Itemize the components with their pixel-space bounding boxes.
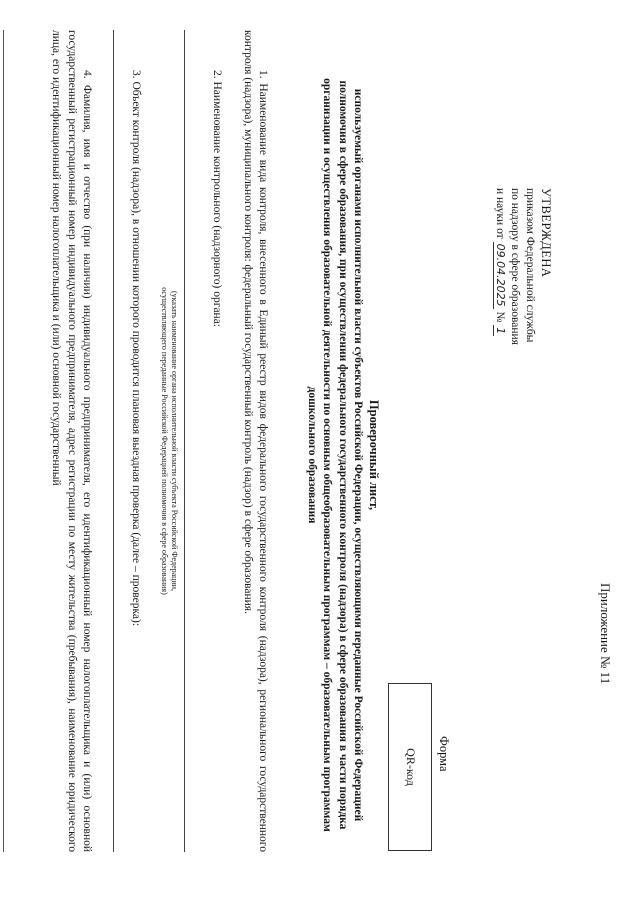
title-body: используемый органами исполнительной власти субъектов Российской Федерации, осуществляющими переданные Российской Федерацией полномочия в сфере образования, при осуществлении федерального государственного контроля (надзора) в сфере образования в части порядка организации и осуществления образовательной деятельности по основным общеобразовательным программам – образовательным программам дошкольного образования: [305, 78, 365, 832]
approval-number: 1: [493, 327, 507, 335]
item-3-object: 3. Объект контроля (надзора), в отношении которого проводится плановая выездная проверка (далее – проверка):: [130, 70, 142, 627]
approval-block: [492, 188, 554, 378]
document-title: [303, 60, 382, 850]
approval-date-prefix: и науки от: [493, 188, 506, 239]
approval-date: 09.04.2025: [493, 243, 507, 307]
item-3-fill-line: [113, 30, 114, 852]
approval-number-prefix: №: [493, 311, 506, 323]
item-1-control-type: 1. Наименование вида контроля, внесенного в Единый реестр видов федерального государственного контроля (надзора), регионального государственного контроля (надзора), муниципального контроля: федеральный государственный контроль (надзор) в сфере образования.: [241, 30, 269, 852]
qr-code-label: QR-код: [403, 748, 418, 786]
item-2-hint: [159, 30, 179, 852]
form-label: Форма: [437, 736, 451, 772]
title-main: Проверочный лист,: [367, 399, 381, 511]
item-2-hint-line-1: (указать наименование органа исполнительной власти субъекта Российской Федерации,: [170, 290, 179, 592]
appendix-number: Приложение № 11: [598, 583, 613, 685]
approval-line-3: [492, 188, 507, 378]
item-2-authority: 2. Наименование контрольного (надзорного) органа:: [211, 70, 223, 328]
item-2-hint-line-2: осуществляющего переданные Российской Федерацией полномочия в сфере образования): [160, 287, 169, 595]
item-4-entity: 4. Фамилия, имя и отчество (при наличии) индивидуального предпринимателя, его идентификационный номер налогоплательщика и (или) основной государственный регистрационный номер индивидуального предпринимателя, адрес регистрации по месту жительства (пребывания), наименование юридического лица, его идентификационный номер налогоплательщика и (или) основной государственный: [50, 30, 93, 852]
approval-title: УТВЕРЖДЕНА: [539, 188, 553, 278]
approval-line-1: приказом Федеральной службы: [524, 188, 537, 343]
item-4-fill-line: [3, 30, 4, 852]
approval-line-2: по надзору в сфере образования: [509, 188, 522, 345]
qr-code-box: [388, 683, 432, 851]
item-2-fill-line: [184, 30, 185, 852]
